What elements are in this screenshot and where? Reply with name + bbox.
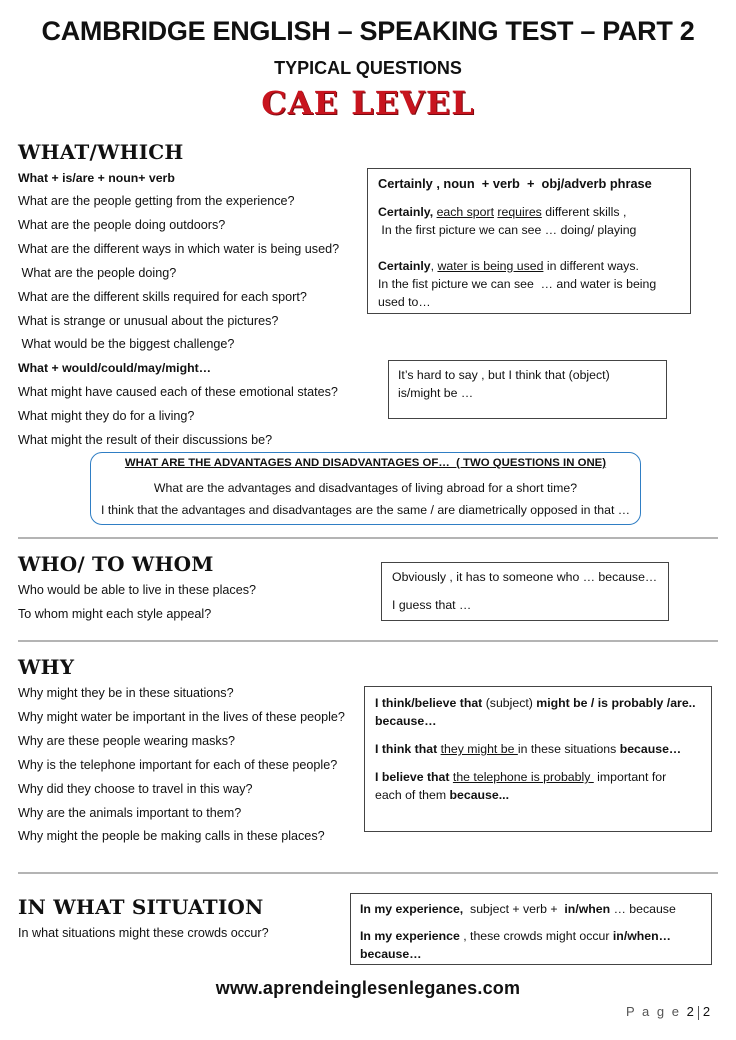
answer-box-obviously [381,562,669,621]
question-item: What are the different ways in which water is being used? [18,242,340,256]
question-item: Why might water be important in the lives of these people? [18,710,345,724]
formula-what-is: What + is/are + noun+ verb [18,171,175,185]
answer-line: because… [375,714,437,728]
answer-line: I believe that the telephone is probably important for [375,770,667,784]
answer-line: Certainly, water is being used in different ways. [378,259,639,273]
section-divider [18,640,718,642]
answer-line: Obviously , it has to someone who … because… [392,570,658,584]
answer-line: It’s hard to say , but I think that (object) [398,368,610,382]
question-item: Why did they choose to travel in this way? [18,782,253,796]
answer-line: used to… [378,295,431,309]
question-item: What are the people doing? [18,266,177,280]
question-item: Why are these people wearing masks? [18,734,236,748]
question-item: In what situations might these crowds occur? [18,926,269,940]
section-heading-why: WHY [18,655,75,679]
answer-line: each of them because... [375,788,509,802]
answer-line: Certainly, each sport requires different skills , [378,205,627,219]
page-divider [698,1006,699,1020]
advantages-question: What are the advantages and disadvantages of living abroad for a short time? [153,481,578,495]
question-item: What might the result of their discussions be? [18,433,273,447]
answer-line: I think/believe that (subject) might be / is probably /are.. [375,696,696,710]
answer-box-experience [350,893,712,965]
advantages-box [90,452,641,525]
section-divider [18,872,718,874]
section-heading-situation: IN WHAT SITUATION [18,895,264,919]
section-heading-who: WHO/ TO WHOM [18,552,214,576]
question-item: What is strange or unusual about the pictures? [18,314,279,328]
website-url[interactable]: www.aprendeinglesenleganes.com [215,978,521,998]
page-subtitle: TYPICAL QUESTIONS [274,58,462,78]
question-item: To whom might each style appeal? [18,607,212,621]
question-item: Why might the people be making calls in these places? [18,829,325,843]
advantages-title: WHAT ARE THE ADVANTAGES AND DISADVANTAGES OF… ( TWO QUESTIONS IN ONE) [124,457,607,469]
answer-line: I guess that … [392,598,472,612]
answer-box-hard-to-say [388,360,667,419]
question-item: Why might they be in these situations? [18,686,234,700]
formula-what-would: What + would/could/may/might… [18,361,211,375]
question-item: What are the people doing outdoors? [18,218,226,232]
answer-line: In my experience, subject + verb + in/when … because [360,902,676,916]
answer-line: I think that they might be in these situations because… [375,742,682,756]
question-item: What would be the biggest challenge? [18,337,235,351]
page-number: P a g e 2 2 [626,1004,711,1019]
answer-line: because… [360,947,422,961]
section-heading-what-which: WHAT/WHICH [18,140,184,164]
question-item: What might they do for a living? [18,409,195,423]
answer-line: In my experience , these crowds might occur in/when… [360,929,671,943]
advantages-answer: I think that the advantages and disadvantages are the same / are diametrically opposed in that … [101,503,631,517]
page-title: CAMBRIDGE ENGLISH – SPEAKING TEST – PART 2 [41,16,695,46]
answer-line: In the first picture we can see … doing/ playing [378,223,637,237]
question-item: Why are the animals important to them? [18,806,242,820]
answer-line: In the fist picture we can see … and water is being [378,277,657,291]
question-item: What are the different skills required for each sport? [18,290,307,304]
question-item: What are the people getting from the experience? [18,194,295,208]
answer-box-title: Certainly , noun + verb + obj/adverb phrase [378,176,652,191]
question-item: Who would be able to live in these places? [18,583,257,597]
question-item: Why is the telephone important for each of these people? [18,758,338,772]
answer-line: is/might be … [398,386,474,400]
question-item: What might have caused each of these emotional states? [18,385,338,399]
section-divider [18,537,718,539]
level-title: CAE LEVEL [261,84,475,122]
answer-box-certainly [367,168,691,314]
answer-box-think-believe [364,686,712,832]
